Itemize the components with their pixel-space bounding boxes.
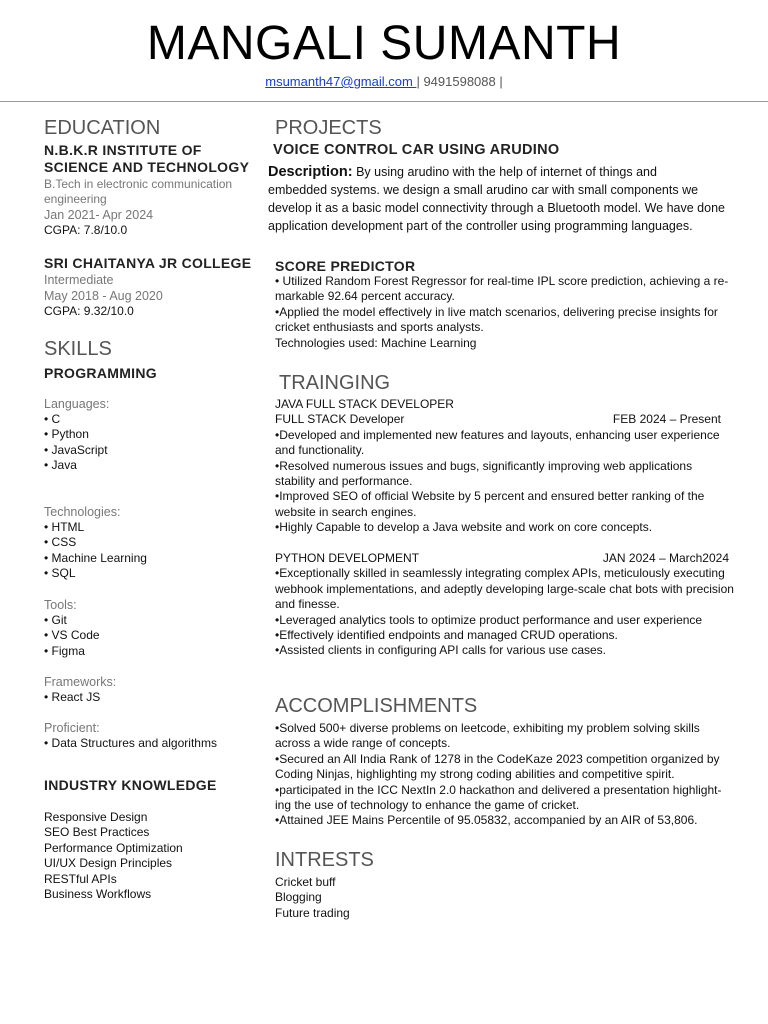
training-line: •Resolved numerous issues and bugs, significantly improving web applications <box>275 458 693 473</box>
projects-heading: PROJECTS <box>275 117 382 139</box>
accomplishment-line: •Attained JEE Mains Percentile of 95.05832, accompanied by an AIR of 53,806. <box>275 813 698 828</box>
accomplishment-line: ing the use of technology to enhance the game of cricket. <box>275 798 580 813</box>
skill-item: • Git <box>44 613 67 627</box>
skill-group-technologies <box>44 505 254 582</box>
accomplishments-heading: ACCOMPLISHMENTS <box>275 695 478 717</box>
dates: May 2018 - Aug 2020 <box>44 289 163 303</box>
skill-item: • Python <box>44 427 89 442</box>
separator: | <box>495 74 503 89</box>
training-line: website in search engines. <box>275 504 417 519</box>
skill-item: • Figma <box>44 643 85 658</box>
industry-item: Performance Optimization <box>44 840 183 855</box>
skill-item: • HTML <box>44 520 85 534</box>
project-title: VOICE CONTROL CAR USING ARUDINO <box>273 142 560 158</box>
training-line: •Highly Capable to develop a Java website and work on core concepts. <box>275 520 653 535</box>
phone-number: 9491598088 <box>423 74 496 89</box>
group-label: Tools: <box>44 598 77 612</box>
candidate-name: MANGALI SUMANTH <box>146 17 622 70</box>
header-divider <box>0 101 768 102</box>
training-python <box>275 551 745 659</box>
project-line: • Utilized Random Forest Regressor for real-time IPL score prediction, achieving a re- <box>275 274 729 288</box>
training-heading: TRAINGING <box>279 372 391 394</box>
interests-list <box>275 875 575 921</box>
training-role-row <box>275 412 745 427</box>
training-line: stability and performance. <box>275 474 413 489</box>
training-line: •Improved SEO of official Website by 5 percent and ensured better ranking of the <box>275 489 705 504</box>
school-name: SRI CHAITANYA JR COLLEGE <box>44 255 252 271</box>
project-line: cricket enthusiasts and sports analysts. <box>275 320 484 335</box>
skill-item: • Data Structures and algorithms <box>44 736 217 750</box>
training-line: •Developed and implemented new features and layouts, enhancing user experience <box>275 427 720 442</box>
skills-heading: SKILLS <box>44 338 112 360</box>
skill-item: • CSS <box>44 535 77 550</box>
description-text: By using arudino with the help of internet of things and <box>352 165 657 179</box>
project-line: markable 92.64 percent accuracy. <box>275 289 455 304</box>
training-line: •Assisted clients in configuring API calls for various use cases. <box>275 643 607 658</box>
training-line: and finesse. <box>275 597 340 612</box>
industry-heading: INDUSTRY KNOWLEDGE <box>44 777 217 793</box>
project-line: Technologies used: Machine Learning <box>275 335 477 350</box>
education-school-2 <box>44 255 254 319</box>
industry-item: RESTful APIs <box>44 871 117 886</box>
group-label: Frameworks: <box>44 675 117 689</box>
interest-item: Cricket buff <box>275 875 336 889</box>
degree: engineering <box>44 192 107 206</box>
description-text: embedded systems. we design a small arudino car with small components we <box>268 183 699 197</box>
training-title-row <box>275 551 745 566</box>
description-text: application development part of the controller using programming languages. <box>268 219 693 233</box>
programming-subheading: PROGRAMMING <box>44 365 157 381</box>
school-name: SCIENCE AND TECHNOLOGY <box>44 159 250 175</box>
contact-line <box>0 74 768 89</box>
training-java <box>275 397 745 536</box>
interest-item: Future trading <box>275 905 350 920</box>
project-title: SCORE PREDICTOR <box>275 258 416 274</box>
dates: Jan 2021- Apr 2024 <box>44 208 154 222</box>
training-dates: JAN 2024 – March2024 <box>602 551 729 565</box>
email-link[interactable]: msumanth47@gmail.com <box>265 74 417 89</box>
skill-item: • Machine Learning <box>44 550 147 565</box>
skill-item: • Java <box>44 458 77 473</box>
score: CGPA: 7.8/10.0 <box>44 223 128 237</box>
skill-item: • VS Code <box>44 628 100 643</box>
description-text: develop it as a basic model connectivity through a Bluetooth model. We have done <box>268 201 725 215</box>
education-school-1 <box>44 142 254 238</box>
skill-item: • React JS <box>44 690 101 704</box>
separator: | <box>416 74 424 89</box>
training-line: webhook implementations, and adeptly developing large-scale chat bots with precision <box>275 581 734 596</box>
score: CGPA: 9.32/10.0 <box>44 304 134 318</box>
industry-list <box>44 810 254 902</box>
accomplishment-line: Coding Ninjas, highlighting my strong coding abilities and competitive spirit. <box>275 767 675 782</box>
industry-item: Business Workflows <box>44 887 152 902</box>
interest-item: Blogging <box>275 890 322 905</box>
project-details <box>275 274 745 351</box>
school-name: N.B.K.R INSTITUTE OF <box>44 142 202 158</box>
training-line: and functionality. <box>275 443 365 458</box>
group-label: Technologies: <box>44 505 121 519</box>
training-title: JAVA FULL STACK DEVELOPER <box>275 397 454 411</box>
accomplishment-line: •participated in the ICC NextIn 2.0 hackathon and delivered a presentation highlight- <box>275 782 722 797</box>
group-label: Proficient: <box>44 721 100 735</box>
interests-heading: INTRESTS <box>275 849 374 871</box>
accomplishment-line: •Solved 500+ diverse problems on leetcode, exhibiting my problem solving skills <box>275 721 700 735</box>
training-line: •Effectively identified endpoints and managed CRUD operations. <box>275 628 618 643</box>
training-line: •Leveraged analytics tools to optimize product performance and user experience <box>275 612 703 627</box>
skill-item: • SQL <box>44 566 76 581</box>
degree: Intermediate <box>44 273 114 287</box>
industry-item: SEO Best Practices <box>44 825 150 840</box>
project-description <box>268 163 748 235</box>
group-label: Languages: <box>44 397 110 411</box>
industry-item: Responsive Design <box>44 810 148 824</box>
description-label: Description: <box>268 164 353 180</box>
training-line: •Exceptionally skilled in seamlessly integrating complex APIs, meticulously executing <box>275 566 725 581</box>
training-role: FULL STACK Developer <box>275 412 405 427</box>
project-line: •Applied the model effectively in live match scenarios, delivering precise insights for <box>275 304 718 319</box>
accomplishment-line: •Secured an All India Rank of 1278 in the CodeKaze 2023 competition organized by <box>275 751 720 766</box>
education-heading: EDUCATION <box>44 117 161 139</box>
skill-item: • C <box>44 412 61 426</box>
training-dates: FEB 2024 – Present <box>612 412 721 427</box>
industry-item: UI/UX Design Principles <box>44 856 173 871</box>
accomplishments-list <box>275 721 745 829</box>
accomplishment-line: across a wide range of concepts. <box>275 736 451 751</box>
skill-item: • JavaScript <box>44 442 108 457</box>
skill-group-proficient <box>44 721 264 751</box>
skill-group-languages <box>44 397 254 474</box>
training-title: PYTHON DEVELOPMENT <box>275 551 420 565</box>
skill-group-tools <box>44 598 254 659</box>
skill-group-frameworks <box>44 675 254 705</box>
degree: B.Tech in electronic communication <box>44 177 233 191</box>
